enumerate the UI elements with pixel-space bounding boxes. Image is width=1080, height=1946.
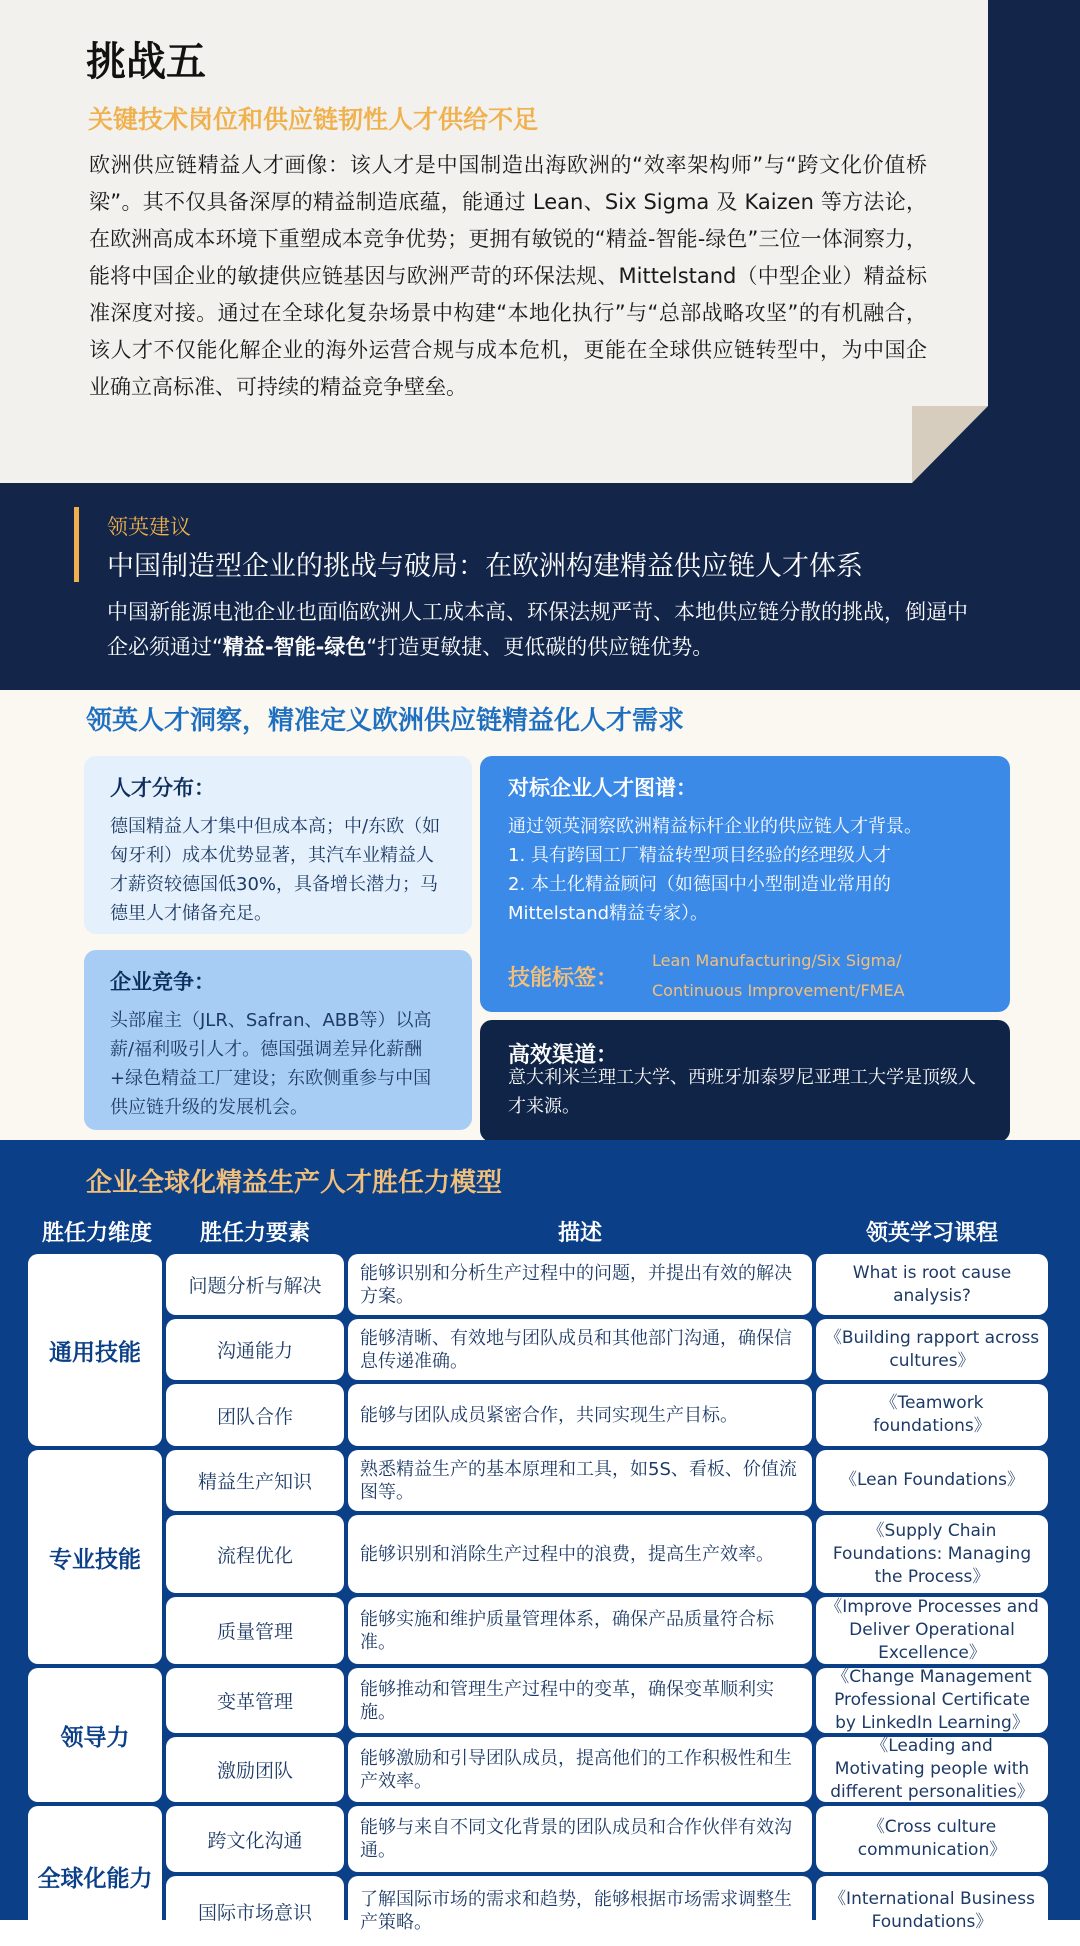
competency-description: 能够激励和引导团队成员，提高他们的工作积极性和生产效率。 — [348, 1737, 812, 1802]
challenge-body: 欧洲供应链精益人才画像：该人才是中国制造出海欧洲的“效率架构师”与“跨文化价值桥梁”。其不仅具备深厚的精益制造底蕴，能通过 Lean、Six Sigma 及 Kaizen 等方法论，在欧洲高成本环境下重塑成本竞争优势；更拥有敏锐的“精益-智能-绿色”三位一体洞察力，能将中国企业的敏捷供应链基因与欧洲严苛的环保法规、Mittelstand（中型企业）精益标准深度对接。通过在全球化复杂场景中构建“本地化执行”与“总部战略攻坚”的有机融合，该人才不仅能化解企业的海外运营合规与成本危机，更能在全球供应链转型中，为中国企业确立高标准、可持续的精益竞争壁垒。 — [89, 153, 927, 399]
dimension-global: 全球化能力 — [28, 1806, 162, 1946]
skills-value: Lean Manufacturing/Six Sigma/ Continuous Improvement/FMEA — [652, 951, 905, 1000]
competency-element: 跨文化沟通 — [166, 1806, 344, 1872]
card-body: 意大利米兰理工大学、西班牙加泰罗尼亚理工大学是顶级人才来源。 — [508, 1067, 976, 1117]
body-text: 中国新能源电池企业也面临欧洲人工成本高、环保法规严苛、本地供应链分散的挑战，倒逼中企必须通过“ — [107, 600, 968, 659]
channel-card — [480, 1020, 1010, 1142]
competency-element: 激励团队 — [166, 1737, 344, 1802]
dimension-general: 通用技能 — [28, 1254, 162, 1446]
recommendation-body — [107, 595, 987, 665]
card-title: 对标企业人才图谱： — [508, 776, 697, 800]
benchmark-line: 2. 本土化精益顾问（如德国中小型制造业常用的Mittelstand精益专家）。 — [508, 874, 891, 924]
competency-description: 了解国际市场的需求和趋势，能够根据市场需求调整生产策略。 — [348, 1876, 812, 1946]
competency-description: 能够推动和管理生产过程中的变革，确保变革顺利实施。 — [348, 1668, 812, 1733]
challenge-title: 挑战五 — [86, 39, 206, 85]
competency-description: 能够实施和维护质量管理体系，确保产品质量符合标准。 — [348, 1597, 812, 1664]
card-body: 头部雇主（JLR、Safran、ABB等）以高薪/福利吸引人才。德国强调差异化薪酬+绿色精益工厂建设；东欧侧重参与中国供应链升级的发展机会。 — [110, 1010, 432, 1118]
card-body: 德国精益人才集中但成本高；中/东欧（如匈牙利）成本优势显著，其汽车业精益人才薪资较德国低30%，具备增长潜力；马德里人才储备充足。 — [110, 816, 441, 924]
header-course: 领英学习课程 — [865, 1221, 998, 1246]
learning-course: 《Supply Chain Foundations: Managing the Process》 — [816, 1515, 1048, 1593]
header-element: 胜任力要素 — [199, 1221, 310, 1246]
learning-course: 《Improve Processes and Deliver Operational Excellence》 — [816, 1597, 1048, 1664]
recommendation-title: 中国制造型企业的挑战与破局：在欧洲构建精益供应链人才体系 — [107, 551, 863, 582]
recommendation-tag: 领英建议 — [107, 515, 191, 539]
decorative-stripe — [988, 0, 1080, 483]
competency-description: 能够清晰、有效地与团队成员和其他部门沟通，确保信息传递准确。 — [348, 1319, 812, 1380]
competency-element: 国际市场意识 — [166, 1876, 344, 1946]
competency-description: 能够识别和分析生产过程中的问题，并提出有效的解决方案。 — [348, 1254, 812, 1315]
challenge-subtitle: 关键技术岗位和供应链韧性人才供给不足 — [88, 105, 539, 134]
card-title: 高效渠道： — [508, 1043, 619, 1068]
learning-course: 《Change Management Professional Certificate by LinkedIn Learning》 — [816, 1668, 1048, 1733]
page-fold-decoration — [912, 406, 988, 483]
learning-course: 《Leading and Motivating people with different personalities》 — [816, 1737, 1048, 1802]
body-bold-text: 精益-智能-绿色 — [222, 635, 367, 659]
learning-course: 《Building rapport across cultures》 — [816, 1319, 1048, 1380]
insight-section — [0, 690, 1080, 1140]
competency-description: 能够与来自不同文化背景的团队成员和合作伙伴有效沟通。 — [348, 1806, 812, 1872]
talent-distribution-card — [84, 756, 472, 934]
skills-tags — [508, 946, 952, 1006]
competition-card — [84, 950, 472, 1130]
competency-element: 精益生产知识 — [166, 1450, 344, 1511]
competency-description: 能够与团队成员紧密合作，共同实现生产目标。 — [348, 1384, 812, 1446]
competency-description: 能够识别和消除生产过程中的浪费，提高生产效率。 — [348, 1515, 812, 1593]
learning-course: 《Lean Foundations》 — [816, 1450, 1048, 1511]
header-dimension: 胜任力维度 — [41, 1221, 152, 1246]
competency-model-section — [0, 1140, 1080, 1933]
dimension-leadership: 领导力 — [28, 1668, 162, 1802]
benchmark-card — [480, 756, 1010, 1012]
card-title: 企业竞争： — [110, 970, 215, 994]
insight-title: 领英人才洞察，精准定义欧洲供应链精益化人才需求 — [86, 706, 685, 736]
model-title: 企业全球化精益生产人才胜任力模型 — [86, 1168, 503, 1198]
competency-element: 流程优化 — [166, 1515, 344, 1593]
competency-element: 问题分析与解决 — [166, 1254, 344, 1315]
accent-bar — [74, 507, 79, 582]
challenge-section — [0, 0, 1080, 483]
benchmark-line: 通过领英洞察欧洲精益标杆企业的供应链人才背景。 — [508, 816, 922, 837]
learning-course: 《Cross culture communication》 — [816, 1806, 1048, 1872]
dimension-professional: 专业技能 — [28, 1450, 162, 1664]
header-description: 描述 — [557, 1221, 602, 1246]
competency-element: 变革管理 — [166, 1668, 344, 1733]
competency-element: 沟通能力 — [166, 1319, 344, 1380]
skills-label: 技能标签： — [508, 965, 619, 991]
learning-course: 《International Business Foundations》 — [816, 1876, 1048, 1946]
card-body — [508, 812, 982, 928]
competency-element: 质量管理 — [166, 1597, 344, 1664]
benchmark-line: 1. 具有跨国工厂精益转型项目经验的经理级人才 — [508, 845, 891, 866]
competency-description: 熟悉精益生产的基本原理和工具，如5S、看板、价值流图等。 — [348, 1450, 812, 1511]
learning-course: 《Teamwork foundations》 — [816, 1384, 1048, 1446]
recommendation-section — [0, 483, 1080, 690]
body-text-end: “打造更敏捷、更低碳的供应链优势。 — [366, 635, 714, 659]
competency-element: 团队合作 — [166, 1384, 344, 1446]
card-title: 人才分布： — [110, 776, 215, 800]
learning-course: What is root cause analysis? — [816, 1254, 1048, 1315]
